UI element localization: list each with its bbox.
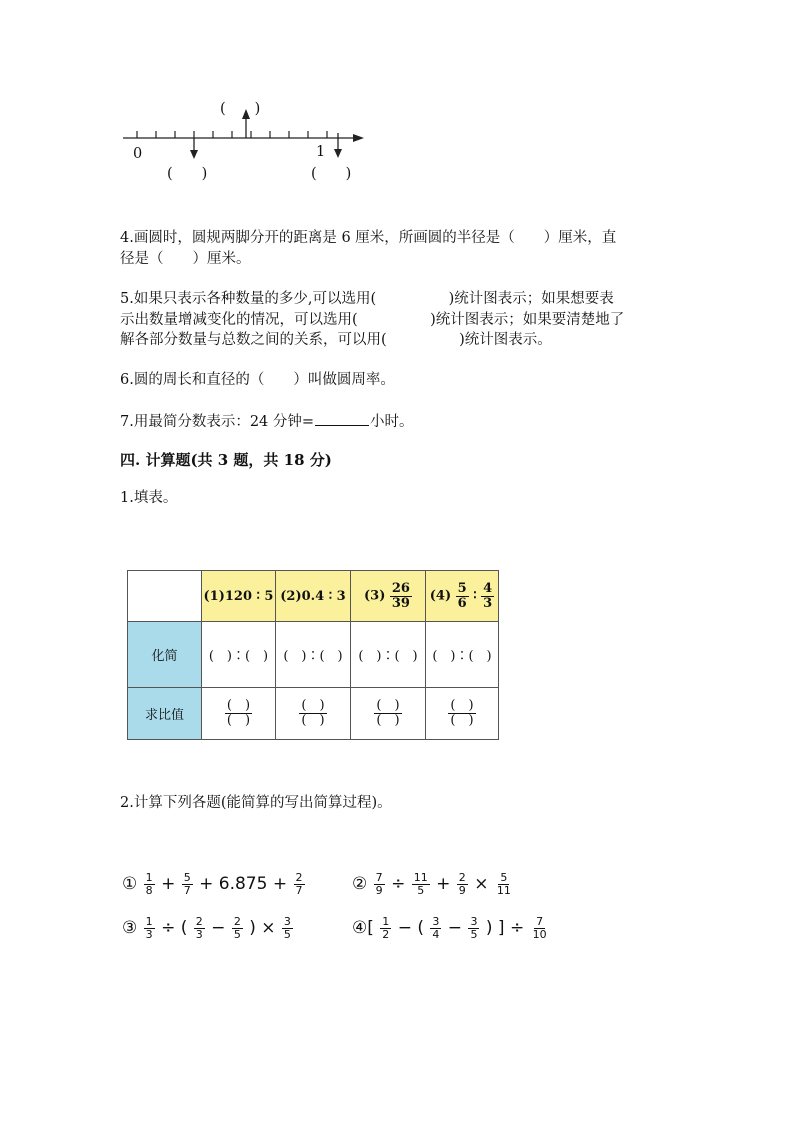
fraction-denominator: 3 [483,595,493,611]
question-5-line-2: 示出数量增减变化的情况，可以选用( )统计图表示；如果要清楚地了 [120,312,625,328]
fraction [182,872,193,896]
answer-fraction[interactable] [299,699,326,727]
fraction [468,916,479,940]
fraction [194,916,205,940]
ratio-value-cell-1[interactable] [202,688,276,740]
ratio-value-cell-3[interactable] [351,688,426,740]
ratio-value-cell-2[interactable] [276,688,351,740]
operator: − [211,918,226,939]
simplify-cell-1[interactable]: ( )∶( ) [202,622,276,688]
question-4-line-1: 4.画圆时，圆规两脚分开的距离是 6 厘米，所画圆的半径是（ ）厘米，直 [120,230,617,246]
fraction [144,916,155,940]
question-7-answer-blank[interactable] [315,410,369,426]
fraction-numerator: 4 [483,580,493,596]
question-7-prefix: 7.用最简分数表示：24 分钟= [120,414,315,430]
operator: + [436,874,451,895]
row-label-simplify: 化简 [128,622,202,688]
row-label-ratio-value: 求比值 [128,688,202,740]
fraction-numerator: 3 [470,915,478,928]
table-header-3 [351,571,426,622]
number-line-label-one: 1 [316,144,326,160]
fraction-denominator: 11 [496,883,511,897]
fraction-numerator: 2 [295,871,303,884]
table-header-2: (2)0.4 ∶ 3 [276,571,351,622]
fraction-denominator: 5 [417,883,425,897]
fraction-numerator: 7 [375,871,383,884]
fraction-numerator[interactable]: ( ) [301,698,325,714]
fraction [495,872,513,896]
answer-fraction[interactable] [225,699,252,727]
fraction-numerator: 1 [382,915,390,928]
table-header-3-prefix: (3) [364,588,386,604]
circled-number-3: ③ [122,918,138,939]
table-header-3-fraction [390,582,412,610]
operator: ÷ ( [161,918,188,939]
operator: ) × [249,918,276,939]
operator: − [447,918,463,939]
question-4-line-2: 径是（ ）厘米。 [120,251,251,267]
fraction-numerator[interactable]: ( ) [226,698,251,714]
operator: − ( [397,918,424,939]
fraction-numerator: 3 [283,915,291,928]
question-2-calculate: 2.计算下列各题(能简算的写出简算过程)。 [120,795,392,811]
question-1-fill-table: 1.填表。 [120,490,178,506]
number-line-label-zero: 0 [133,146,143,162]
question-5-line-3: 解各部分数量与总数之间的关系，可以用( )统计图表示。 [120,332,552,348]
fraction-denominator[interactable]: ( ) [376,713,400,728]
fraction-denominator: 10 [532,927,547,941]
fraction-numerator: 2 [233,915,241,928]
operator: ) [485,918,493,939]
fraction-denominator: 8 [145,883,153,897]
fraction-numerator: 2 [195,915,203,928]
fraction-numerator: 5 [500,871,508,884]
fraction-numerator: 3 [432,915,440,928]
number-line-blank-right[interactable]: ( ) [311,166,352,182]
fraction-numerator: 11 [413,871,428,884]
fraction [531,916,549,940]
fraction [282,916,293,940]
operator: ÷ [391,874,406,895]
table-header-4-colon: ∶ [473,588,477,604]
fraction [457,872,468,896]
question-7-suffix: 小时。 [370,414,414,430]
fraction-numerator: 7 [536,915,544,928]
ratio-table [127,570,499,740]
fraction-denominator[interactable]: ( ) [226,713,251,728]
fraction-denominator: 3 [195,927,203,941]
fraction-denominator[interactable]: ( ) [301,713,325,728]
fraction-numerator: 5 [457,580,467,596]
fraction-numerator[interactable]: ( ) [376,698,400,714]
table-header-4 [426,571,499,622]
fraction-numerator: 1 [145,915,153,928]
table-header-1: (1)120 ∶ 5 [202,571,276,622]
calc-item-1 [122,872,306,896]
fraction-denominator: 39 [391,595,410,611]
calc-item-3 [122,916,294,940]
bracket-close: ] [497,918,505,939]
fraction-denominator: 9 [375,883,383,897]
fraction [380,916,391,940]
operator: + [161,874,176,895]
calc-item-2 [352,872,514,896]
section-4-title: 四. 计算题(共 3 题，共 18 分) [120,451,332,469]
circled-number-1: ① [122,874,138,895]
fraction [412,872,430,896]
ratio-value-cell-4[interactable] [426,688,499,740]
bracket-open: [ [367,918,374,939]
fraction-numerator: 5 [183,871,191,884]
fraction [294,872,305,896]
table-corner [128,571,202,622]
simplify-cell-4[interactable]: ( )∶( ) [426,622,499,688]
fraction [374,872,385,896]
fraction-numerator[interactable]: ( ) [450,698,474,714]
fraction-denominator: 3 [145,927,153,941]
operator-decimal: + 6.875 + [199,874,288,895]
fraction [430,916,441,940]
question-5-line-1: 5.如果只表示各种数量的多少,可以选用( )统计图表示；如果想要表 [120,291,614,307]
fraction-numerator: 2 [458,871,466,884]
fraction-denominator: 2 [382,927,390,941]
fraction-denominator: 7 [183,883,191,897]
fraction [232,916,243,940]
fraction-numerator: 1 [145,871,153,884]
fraction [144,872,155,896]
fraction-denominator: 4 [432,927,440,941]
fraction-numerator: 26 [391,580,410,596]
fraction-denominator[interactable]: ( ) [450,713,474,728]
operator: × [474,874,489,895]
answer-fraction[interactable] [448,699,475,727]
fraction-denominator: 5 [233,927,241,941]
fraction-denominator: 6 [457,595,467,611]
operator: ÷ [509,918,525,939]
table-header-4-fraction-a [456,582,469,610]
table-header-4-fraction-b [481,582,494,610]
circled-number-2: ② [352,874,368,895]
fraction-denominator: 5 [470,927,478,941]
calc-item-4 [352,916,550,940]
fraction-denominator: 9 [458,883,466,897]
simplify-cell-2[interactable]: ( )∶( ) [276,622,351,688]
answer-fraction[interactable] [374,699,401,727]
simplify-cell-3[interactable]: ( )∶( ) [351,622,426,688]
fraction-denominator: 7 [295,883,303,897]
table-header-4-prefix: (4) [429,588,452,604]
question-7 [120,410,414,433]
circled-number-4: ④ [352,918,368,939]
number-line-blank-top[interactable]: ( ) [220,101,261,117]
question-6: 6.圆的周长和直径的（ ）叫做圆周率。 [120,372,395,388]
number-line-blank-left[interactable]: ( ) [167,166,208,182]
fraction-denominator: 5 [283,927,291,941]
